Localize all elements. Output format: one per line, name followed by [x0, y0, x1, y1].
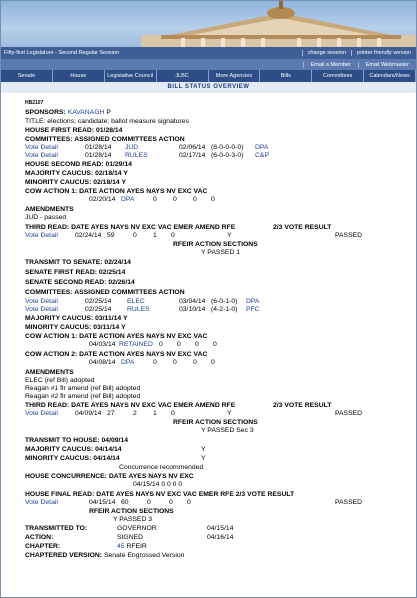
- house-third-read-rfeir-header: RFEIR ACTION SECTIONS: [173, 241, 258, 248]
- house-third-read-23-header: 2/3 VOTE RESULT: [273, 224, 332, 231]
- senate-committee-vote-1: (6-0-1-0): [211, 298, 238, 305]
- chapter-row: [117, 543, 147, 551]
- house-third-read-exc: 0: [171, 232, 175, 239]
- senate-cow2-date: 04/08/14: [89, 359, 116, 366]
- house-majority-caucus: MAJORITY CAUCUS: 02/18/14 Y: [25, 170, 128, 177]
- house-cow1-header: COW ACTION 1: DATE ACTION AYES NAYS NV EXC VAC: [25, 188, 208, 195]
- email-webmaster-link[interactable]: Email Webmaster: [358, 62, 416, 68]
- house-final-read-date: 04/15/14: [89, 499, 116, 506]
- senate-committee-vote-detail-1[interactable]: Vote Detail: [25, 298, 58, 305]
- senate-cow2-action[interactable]: DPA: [121, 359, 135, 366]
- senate-committee-name-1[interactable]: ELEC: [127, 298, 145, 305]
- house-final-read-exc: 0: [187, 499, 191, 506]
- nav-more-agencies[interactable]: More Agencies: [209, 70, 261, 82]
- senate-cow1-exc: 0: [213, 341, 217, 348]
- chaptered-version-label: CHAPTERED VERSION:: [25, 552, 103, 559]
- house-amendment-item: JUD - passed: [25, 214, 67, 221]
- senate-third-read-nv: 1: [153, 410, 157, 417]
- house-concurrence-row: 04/15/14 0 0 0 0: [133, 481, 183, 488]
- chapter-number-link[interactable]: 45: [117, 543, 125, 550]
- nav-house[interactable]: House: [53, 70, 105, 82]
- house-first-read: HOUSE FIRST READ: 01/28/14: [25, 127, 123, 134]
- bill-status-content: [1, 93, 416, 593]
- chapter-label: CHAPTER:: [25, 543, 61, 550]
- senate-second-read: SENATE SECOND READ: 02/26/14: [25, 279, 135, 286]
- house-committee-vote-2: (6-0-0-3-0): [211, 152, 244, 159]
- senate-minority-caucus: MINORITY CAUCUS: 03/11/14 Y: [25, 324, 126, 331]
- change-session-link[interactable]: change session: [302, 50, 351, 56]
- senate-amendment-item-1: ELEC (ref Bill) adopted: [25, 377, 95, 384]
- house-committee-vote-1: (8-0-0-0-0): [211, 144, 244, 151]
- senate-third-read-nays: 2: [133, 410, 137, 417]
- house-committee-vote-detail-2[interactable]: Vote Detail: [25, 152, 58, 159]
- house-cow1-nv: 0: [193, 196, 197, 203]
- action-value: SIGNED: [117, 534, 144, 541]
- transmit-to-senate: TRANSMIT TO SENATE: 02/24/14: [25, 259, 131, 266]
- senate-third-read-header: THIRD READ: DATE AYES NAYS NV EXC VAC EMER AMEND RFE: [25, 402, 236, 409]
- house-final-read-result: PASSED: [335, 499, 363, 506]
- page-title: BILL STATUS OVERVIEW: [1, 82, 416, 93]
- house-concurrence-header: HOUSE CONCURRENCE: DATE AYES NAYS NV EXC: [25, 473, 194, 480]
- house-committee-vote-detail-1[interactable]: Vote Detail: [25, 144, 58, 151]
- th-minority-caucus-value: Y: [201, 455, 206, 462]
- senate-cow2-exc: 0: [211, 359, 215, 366]
- senate-committee-result-1[interactable]: DPA: [246, 298, 260, 305]
- senate-cow1-date: 04/03/14: [89, 341, 116, 348]
- nav-bills[interactable]: Bills: [260, 70, 312, 82]
- house-third-read-amend: Y: [227, 232, 232, 239]
- senate-third-read-ayes: 27: [107, 410, 115, 417]
- senate-committee-action-date-1: 03/04/14: [179, 298, 206, 305]
- house-final-read-ayes: 60: [121, 499, 129, 506]
- senate-committee-name-2[interactable]: RULES: [127, 306, 150, 313]
- house-committee-assigned-2: 01/28/14: [85, 152, 112, 159]
- senate-third-read-rfeir-header: RFEIR ACTION SECTIONS: [173, 419, 258, 426]
- senate-third-read-amend: Y: [227, 410, 232, 417]
- house-committee-action-date-1: 02/06/14: [179, 144, 206, 151]
- action-label: ACTION:: [25, 534, 54, 541]
- th-majority-caucus-value: Y: [201, 446, 206, 453]
- house-committee-name-2[interactable]: RULES: [125, 152, 148, 159]
- th-minority-caucus: MINORITY CAUCUS: 04/14/14: [25, 455, 120, 462]
- senate-committee-vote-detail-2[interactable]: Vote Detail: [25, 306, 58, 313]
- chaptered-version-row: [25, 552, 184, 560]
- house-final-read-nays: 0: [147, 499, 151, 506]
- senate-amendment-item-2: Reagan #1 flr amend (ref Bill) adopted: [25, 385, 141, 392]
- house-third-read-date: 02/24/14: [75, 232, 102, 239]
- senate-cow1-nv: 0: [195, 341, 199, 348]
- house-committee-assigned-1: 01/28/14: [85, 144, 112, 151]
- house-cow1-exc: 0: [211, 196, 215, 203]
- senate-amendment-item-3: Reagan #2 flr amend (ref Bill) adopted: [25, 393, 141, 400]
- house-cow1-nays: 0: [173, 196, 177, 203]
- chaptered-version-value: Senate Engrossed Version: [103, 552, 185, 559]
- senate-committee-vote-2: (4-2-1-0): [211, 306, 238, 313]
- header-banner: [1, 1, 416, 47]
- senate-committee-assigned-2: 02/25/14: [85, 306, 112, 313]
- house-cow1-ayes: 0: [153, 196, 157, 203]
- main-nav: [1, 70, 416, 82]
- senate-committees-header: COMMITTEES: ASSIGNED COMMITTEES ACTION: [25, 289, 185, 296]
- nav-jlbc[interactable]: JLBC: [157, 70, 209, 82]
- th-majority-caucus: MAJORITY CAUCUS: 04/14/14: [25, 446, 122, 453]
- senate-majority-caucus: MAJORITY CAUCUS: 03/11/14 Y: [25, 315, 128, 322]
- house-second-read: HOUSE SECOND READ: 01/29/14: [25, 161, 132, 168]
- chapter-rfeir: RFEIR: [126, 543, 147, 550]
- senate-amendments-header: AMENDMENTS: [25, 369, 74, 376]
- transmitted-to-value: GOVERNOR: [117, 525, 157, 532]
- house-minority-caucus: MINORITY CAUCUS: 02/18/14 Y: [25, 179, 126, 186]
- senate-third-read-result: PASSED: [335, 410, 363, 417]
- house-committee-action-date-2: 02/17/14: [179, 152, 206, 159]
- senate-cow1-nays: 0: [177, 341, 181, 348]
- nav-committees[interactable]: Committees: [312, 70, 364, 82]
- legislature-session-title: Fifty-first Legislature - Second Regular Session: [4, 50, 119, 56]
- senate-cow1-ayes: 0: [159, 341, 163, 348]
- senate-third-read-rfeir-row: Y PASSED Sec 3: [201, 427, 254, 434]
- senate-committee-result-2[interactable]: PFC: [246, 306, 260, 313]
- transmitted-date: 04/15/14: [207, 525, 234, 532]
- house-third-read-rfeir-row: Y PASSED 1: [201, 249, 241, 256]
- house-final-read-nv: 0: [169, 499, 173, 506]
- house-cow1-action[interactable]: DPA: [121, 196, 135, 203]
- sponsor-link[interactable]: KAVANAGH: [67, 109, 105, 116]
- sponsors-label: SPONSORS:: [25, 109, 66, 116]
- house-third-read-ayes: 59: [107, 232, 115, 239]
- senate-cow2-header: COW ACTION 2: DATE ACTION AYES NAYS NV EXC VAC: [25, 351, 208, 358]
- action-date: 04/16/14: [207, 534, 234, 541]
- capitol-building-image: [141, 1, 416, 47]
- house-third-read-result: PASSED: [335, 232, 363, 239]
- nav-calendars-news[interactable]: Calendars/News: [364, 70, 416, 82]
- legislature-bar: [1, 47, 416, 59]
- senate-cow2-nv: 0: [193, 359, 197, 366]
- bill-number: HB2107: [25, 100, 44, 106]
- final-rfeir-header: RFEIR ACTION SECTIONS: [89, 508, 174, 515]
- house-third-read-nays: 0: [133, 232, 137, 239]
- bill-title: TITLE: elections; candidate; ballot measure signatures: [25, 118, 189, 125]
- senate-cow2-nays: 0: [173, 359, 177, 366]
- senate-committee-assigned-1: 02/25/14: [85, 298, 112, 305]
- email-bar: [1, 59, 416, 70]
- house-committees-header: COMMITTEES: ASSIGNED COMMITTEES ACTION: [25, 136, 185, 143]
- house-third-read-vote-detail[interactable]: Vote Detail: [25, 232, 58, 239]
- concurrence-recommended: Concurrence recommended: [119, 464, 204, 471]
- senate-cow1-action[interactable]: RETAINED: [119, 341, 153, 348]
- house-committee-result-2[interactable]: C&P: [255, 152, 269, 159]
- senate-third-read-23-header: 2/3 VOTE RESULT: [273, 402, 332, 409]
- printer-friendly-link[interactable]: printer friendly version: [351, 50, 416, 56]
- nav-senate[interactable]: Senate: [1, 70, 53, 82]
- house-final-read-header: HOUSE FINAL READ: DATE AYES NAYS NV EXC VAC EMER RFE 2/3 VOTE RESULT: [25, 491, 295, 498]
- transmit-to-house: TRANSMIT TO HOUSE: 04/09/14: [25, 437, 128, 444]
- senate-third-read-exc: 0: [171, 410, 175, 417]
- final-rfeir-row: Y PASSED 3: [113, 516, 153, 523]
- sponsors-row: [25, 109, 111, 117]
- senate-cow2-ayes: 0: [153, 359, 157, 366]
- senate-third-read-date: 04/09/14: [75, 410, 102, 417]
- senate-first-read: SENATE FIRST READ: 02/25/14: [25, 269, 126, 276]
- senate-committee-action-date-2: 03/10/14: [179, 306, 206, 313]
- email-member-link[interactable]: Email a Member: [303, 62, 358, 68]
- house-third-read-nv: 1: [153, 232, 157, 239]
- house-committee-name-1[interactable]: JUD: [125, 144, 139, 151]
- house-committee-result-1[interactable]: DPA: [255, 144, 269, 151]
- transmitted-to-label: TRANSMITTED TO:: [25, 525, 88, 532]
- senate-cow1-header: COW ACTION 1: DATE ACTION AYES NAYS NV EXC VAC: [25, 333, 208, 340]
- house-final-read-vote-detail[interactable]: Vote Detail: [25, 499, 58, 506]
- house-third-read-header: THIRD READ: DATE AYES NAYS NV EXC VAC EMER AMEND RFE: [25, 224, 236, 231]
- house-cow1-date: 02/20/14: [89, 196, 116, 203]
- house-amendments-header: AMENDMENTS: [25, 206, 74, 213]
- nav-legislative-council[interactable]: Legislative Council: [105, 70, 157, 82]
- senate-third-read-vote-detail[interactable]: Vote Detail: [25, 410, 58, 417]
- sponsor-party: P: [106, 109, 111, 116]
